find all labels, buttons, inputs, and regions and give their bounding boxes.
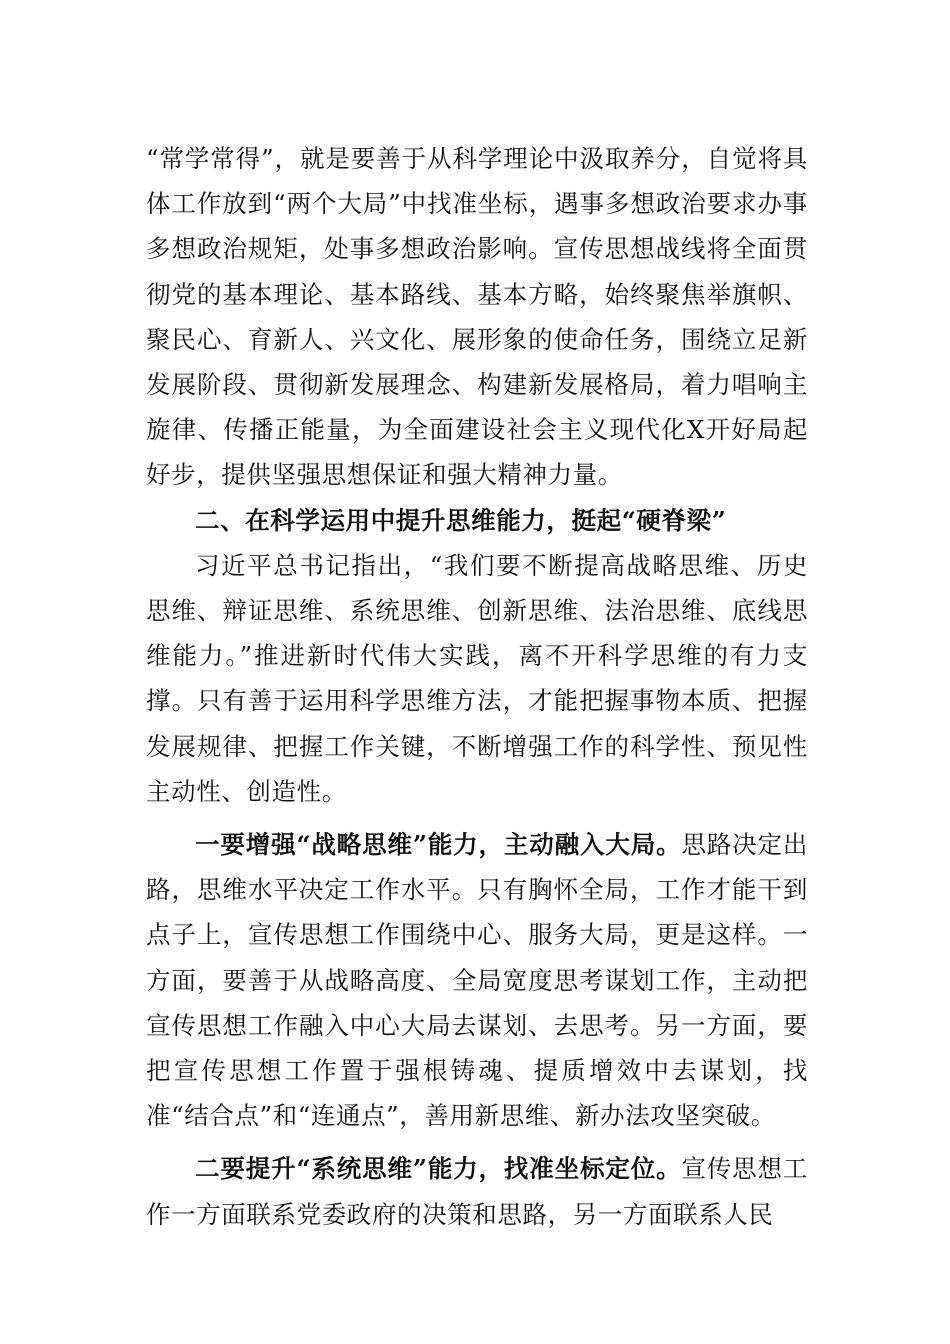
document-page bbox=[146, 136, 808, 1237]
paragraph-body-system: 宣传思想工作一方面联系党委政府的决策和思路，另一方面联系人民 bbox=[146, 1154, 809, 1229]
paragraph-lead-system: 二要提升“系统思维”能力，找准坐标定位。 bbox=[195, 1154, 682, 1184]
paragraph-body-strategic: 思路决定出路，思维水平决定工作水平。只有胸怀全局，工作才能干到点子上，宣传思想工作围绕中心、服务大局，更是这样。一方面，要善于从战略高度、全局宽度思考谋划工作，主动把宣传思想工作融入中心大局去谋划、去思考。另一方面，要把宣传思想工作置于强根铸魂、提质增效中去谋划，找准“结合点”和“连通点”，善用新思维、新办法攻坚突破。 bbox=[146, 830, 809, 1131]
paragraph-continued: “常学常得”，就是要善于从科学理论中汲取养分，自觉将具体工作放到“两个大局”中找准坐标，遇事多想政治要求办事多想政治规矩，处事多想政治影响。宣传思想战线将全面贯彻党的基本理论、基本路线、基本方略，始终聚焦举旗帜、聚民心、育新人、兴文化、展形象的使命任务，围绕立足新发展阶段、贯彻新发展理念、构建新发展格局，着力唱响主旋律、传播正能量，为全面建设社会主义现代化X开好局起好步，提供坚强思想保证和强大精神力量。 bbox=[146, 144, 808, 490]
section-heading: 二、在科学运用中提升思维能力，挺起“硬脊梁” bbox=[195, 505, 727, 535]
paragraph-lead-strategic: 一要增强“战略思维”能力，主动融入大局。 bbox=[195, 830, 682, 860]
paragraph-strategic-thinking bbox=[146, 822, 808, 1138]
paragraph-system-thinking bbox=[146, 1146, 808, 1236]
paragraph-thinking-abilities: 习近平总书记指出，“我们要不断提高战略思维、历史思维、辩证思维、系统思维、创新思维、法治思维、底线思维能力。”推进新时代伟大实践，离不开科学思维的有力支撑。只有善于运用科学思维方法，才能把握事物本质、把握发展规律、把握工作关键，不断增强工作的科学性、预见性主动性、创造性。 bbox=[146, 550, 808, 806]
